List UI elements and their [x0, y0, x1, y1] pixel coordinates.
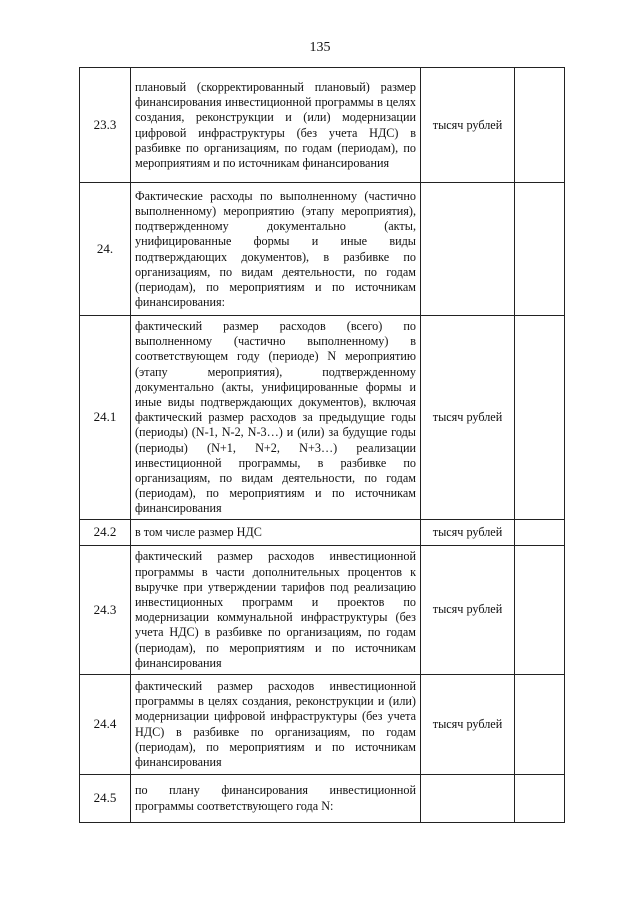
table-row — [80, 519, 565, 545]
indicators-table — [79, 67, 565, 823]
row-unit: тысяч рублей — [421, 68, 515, 183]
row-number: 24. — [80, 183, 131, 316]
value-cell — [515, 183, 565, 316]
value-cell — [515, 68, 565, 183]
value-cell — [515, 774, 565, 822]
row-unit: тысяч рублей — [421, 674, 515, 774]
row-number: 23.3 — [80, 68, 131, 183]
row-unit: тысяч рублей — [421, 316, 515, 520]
row-unit — [421, 183, 515, 316]
table-row — [80, 674, 565, 774]
row-unit: тысяч рублей — [421, 545, 515, 674]
row-description: Фактические расходы по выполненному (частично выполненному) мероприятию (этапу мероприятия), подтвержденному документально (акты, унифицированные формы и иные виды подтверждающих документов), в разбивке по организациям, по видам деятельности, по годам (периодам), по мероприятиям и по источникам финансирования: — [131, 183, 421, 316]
table-row — [80, 316, 565, 520]
row-description: фактический размер расходов инвестиционной программы в целях создания, реконструкции и (или) модернизации цифровой инфраструктуры (без учета НДС) в разбивке по организациям, по годам (периодам), по мероприятиям и по источникам финансирования — [131, 674, 421, 774]
row-number: 24.5 — [80, 774, 131, 822]
row-description: фактический размер расходов инвестиционной программы в части дополнительных процентов к выручке при утверждении тарифов под реализацию инвестиционных программ и проектов по модернизации коммунальной инфраструктуры (без учета НДС) в разбивке по организациям, по годам (периодам), по мероприятиям и по источникам финансирования — [131, 545, 421, 674]
row-unit — [421, 774, 515, 822]
row-number: 24.3 — [80, 545, 131, 674]
value-cell — [515, 545, 565, 674]
page-number: 135 — [309, 40, 331, 55]
value-cell — [515, 674, 565, 774]
row-number: 24.1 — [80, 316, 131, 520]
table-row — [80, 774, 565, 822]
table-row — [80, 183, 565, 316]
row-unit: тысяч рублей — [421, 519, 515, 545]
row-description: в том числе размер НДС — [131, 519, 421, 545]
table-row — [80, 68, 565, 183]
row-number: 24.4 — [80, 674, 131, 774]
row-number: 24.2 — [80, 519, 131, 545]
row-description: по плану финансирования инвестиционной программы соответствующего года N: — [131, 774, 421, 822]
value-cell — [515, 316, 565, 520]
table-row — [80, 545, 565, 674]
row-description: фактический размер расходов (всего) по выполненному (частично выполненному) в соответствующем году (периоде) N мероприятию (этапу мероприятия), подтвержденному документально (акты, унифицированные формы и иные виды подтверждающих документов), включая фактический размер расходов за предыдущие годы (периоды) (N-1, N-2, N-3…) и (или) за будущие годы (периоды) (N+1, N+2, N+3…) реализации инвестиционной программы, в разбивке по организациям, по видам деятельности, по годам (периодам), по мероприятиям и по источникам финансирования — [131, 316, 421, 520]
row-description: плановый (скорректированный плановый) размер финансирования инвестиционной программы в целях создания, реконструкции и (или) модернизации цифровой инфраструктуры (без учета НДС) в разбивке по организациям, по годам (периодам), по мероприятиям и по источникам финансирования — [131, 68, 421, 183]
value-cell — [515, 519, 565, 545]
